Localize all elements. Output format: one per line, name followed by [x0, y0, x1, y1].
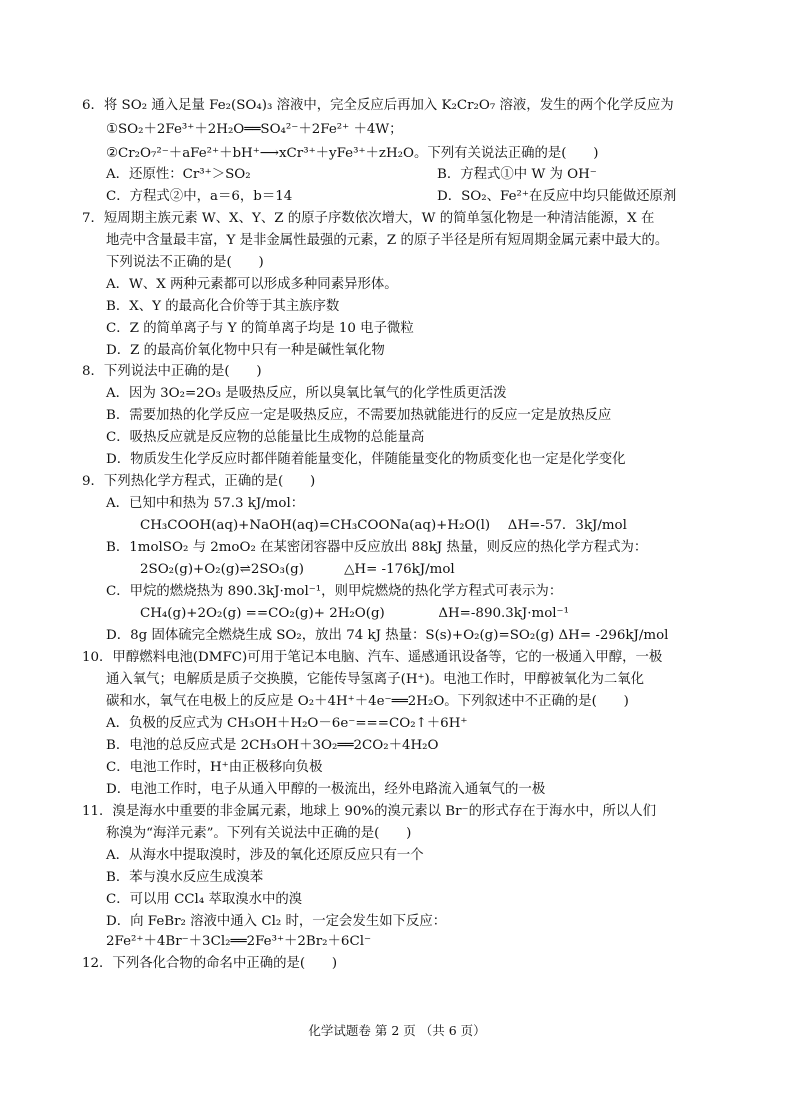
q11-option-b: B．苯与溴水反应生成溴苯	[106, 870, 264, 885]
q6-option-a: A．还原性：Cr³⁺＞SO₂	[106, 167, 251, 182]
page-footer: 化学试题卷 第 2 页 （共 6 页）	[308, 1023, 486, 1038]
q12-stem: 12．下列各化合物的命名中正确的是( )	[82, 956, 338, 971]
q9-option-d: D．8g 固体硫完全燃烧生成 SO₂，放出 74 kJ 热量：S(s)+O₂(g)=SO₂(g) ΔH= -296kJ/mol	[106, 628, 669, 643]
q11-option-d-equation: 2Fe²⁺＋4Br⁻＋3Cl₂══2Fe³⁺＋2Br₂＋6Cl⁻	[106, 934, 372, 949]
q9-option-b-equation: 2SO₂(g)+O₂(g)⇌2SO₃(g) △H= -176kJ/mol	[140, 562, 455, 577]
q7-option-a: A．W、X 两种元素都可以形成多种同素异形体。	[106, 277, 398, 292]
q6-option-d: D．SO₂、Fe²⁺在反应中均只能做还原剂	[437, 189, 677, 204]
q6-equation-2: ②Cr₂O₇²⁻＋aFe²⁺＋bH⁺⟶xCr³⁺＋yFe³⁺＋zH₂O。下列有关说法正确的是( )	[106, 146, 599, 161]
q11-option-c: C．可以用 CCl₄ 萃取溴水中的溴	[106, 892, 303, 907]
q10-option-a: A．负极的反应式为 CH₃OH＋H₂O－6e⁻===CO₂↑＋6H⁺	[106, 716, 468, 731]
q10-stem-line-3: 碳和水，氧气在电极上的反应是 O₂＋4H⁺＋4e⁻══2H₂O。下列叙述中不正确的是( )	[106, 694, 629, 709]
q10-stem-line-2: 通入氧气；电解质是质子交换膜，它能传导氢离子(H⁺)。电池工作时，甲醇被氧化为二氧化	[106, 672, 645, 687]
q10-option-d: D．电池工作时，电子从通入甲醇的一极流出，经外电路流入通氧气的一极	[106, 782, 546, 797]
q7-stem-line-1: 7．短周期主族元素 W、X、Y、Z 的原子序数依次增大，W 的简单氢化物是一种清洁能源，X 在	[82, 211, 655, 226]
q9-option-c-line-1: C．甲烷的燃烧热为 890.3kJ·mol⁻¹，则甲烷燃烧的热化学方程式可表示为：	[106, 584, 563, 599]
q9-stem: 9．下列热化学方程式，正确的是( )	[82, 474, 316, 489]
q11-stem-line-2: 称溴为“海洋元素”。下列有关说法中正确的是( )	[106, 826, 412, 841]
q9-option-a-line-1: A．已知中和热为 57.3 kJ/mol：	[106, 496, 305, 511]
q11-option-d-line-1: D．向 FeBr₂ 溶液中通入 Cl₂ 时，一定会发生如下反应：	[106, 914, 447, 929]
q9-option-c-equation: CH₄(g)+2O₂(g) ==CO₂(g)+ 2H₂O(g) ΔH=-890.3kJ·mol⁻¹	[140, 606, 569, 621]
q7-stem-line-3: 下列说法不正确的是( )	[106, 255, 264, 270]
q8-option-d: D．物质发生化学反应时都伴随着能量变化，伴随能量变化的物质变化也一定是化学变化	[106, 452, 626, 467]
q8-option-a: A．因为 3O₂=2O₃ 是吸热反应，所以臭氧比氧气的化学性质更活泼	[106, 386, 507, 401]
q7-option-b: B．X、Y 的最高化合价等于其主族序数	[106, 299, 340, 314]
q9-option-b-line-1: B．1molSO₂ 与 2moO₂ 在某密闭容器中反应放出 88kJ 热量，则反应的热化学方程式为：	[106, 540, 648, 555]
q10-option-b: B．电池的总反应式是 2CH₃OH＋3O₂══2CO₂＋4H₂O	[106, 738, 439, 753]
q8-stem: 8．下列说法中正确的是( )	[82, 364, 262, 379]
q7-option-d: D．Z 的最高价氧化物中只有一种是碱性氧化物	[106, 343, 385, 358]
q6-option-c: C．方程式②中，a＝6，b＝14	[106, 189, 293, 204]
q7-option-c: C．Z 的简单离子与 Y 的简单离子均是 10 电子微粒	[106, 321, 414, 336]
q8-option-c: C．吸热反应就是反应物的总能量比生成物的总能量高	[106, 430, 425, 445]
q9-option-a-equation: CH₃COOH(aq)+NaOH(aq)=CH₃COONa(aq)+H₂O(l) ΔH=-57．3kJ/mol	[140, 518, 627, 533]
q10-stem-line-1: 10．甲醇燃料电池(DMFC)可用于笔记本电脑、汽车、遥感通讯设备等，它的一极通入甲醇，一极	[82, 650, 663, 665]
q7-stem-line-2: 地壳中含量最丰富，Y 是非金属性最强的元素，Z 的原子半径是所有短周期金属元素中最大的。	[106, 233, 669, 248]
q8-option-b: B．需要加热的化学反应一定是吸热反应，不需要加热就能进行的反应一定是放热反应	[106, 408, 612, 423]
q6-equation-1: ①SO₂＋2Fe³⁺＋2H₂O══SO₄²⁻＋2Fe²⁺ ＋4W；	[106, 122, 403, 137]
q10-option-c: C．电池工作时，H⁺由正极移向负极	[106, 760, 323, 775]
q6-stem: 6．将 SO₂ 通入足量 Fe₂(SO₄)₃ 溶液中，完全反应后再加入 K₂Cr₂O₇ 溶液，发生的两个化学反应为	[82, 98, 674, 113]
q11-option-a: A．从海水中提取溴时，涉及的氧化还原反应只有一个	[106, 848, 424, 863]
q6-option-b: B．方程式①中 W 为 OH⁻	[437, 167, 597, 182]
q11-stem-line-1: 11．溴是海水中重要的非金属元素，地球上 90%的溴元素以 Br⁻的形式存在于海水中，所以人们	[82, 804, 657, 819]
